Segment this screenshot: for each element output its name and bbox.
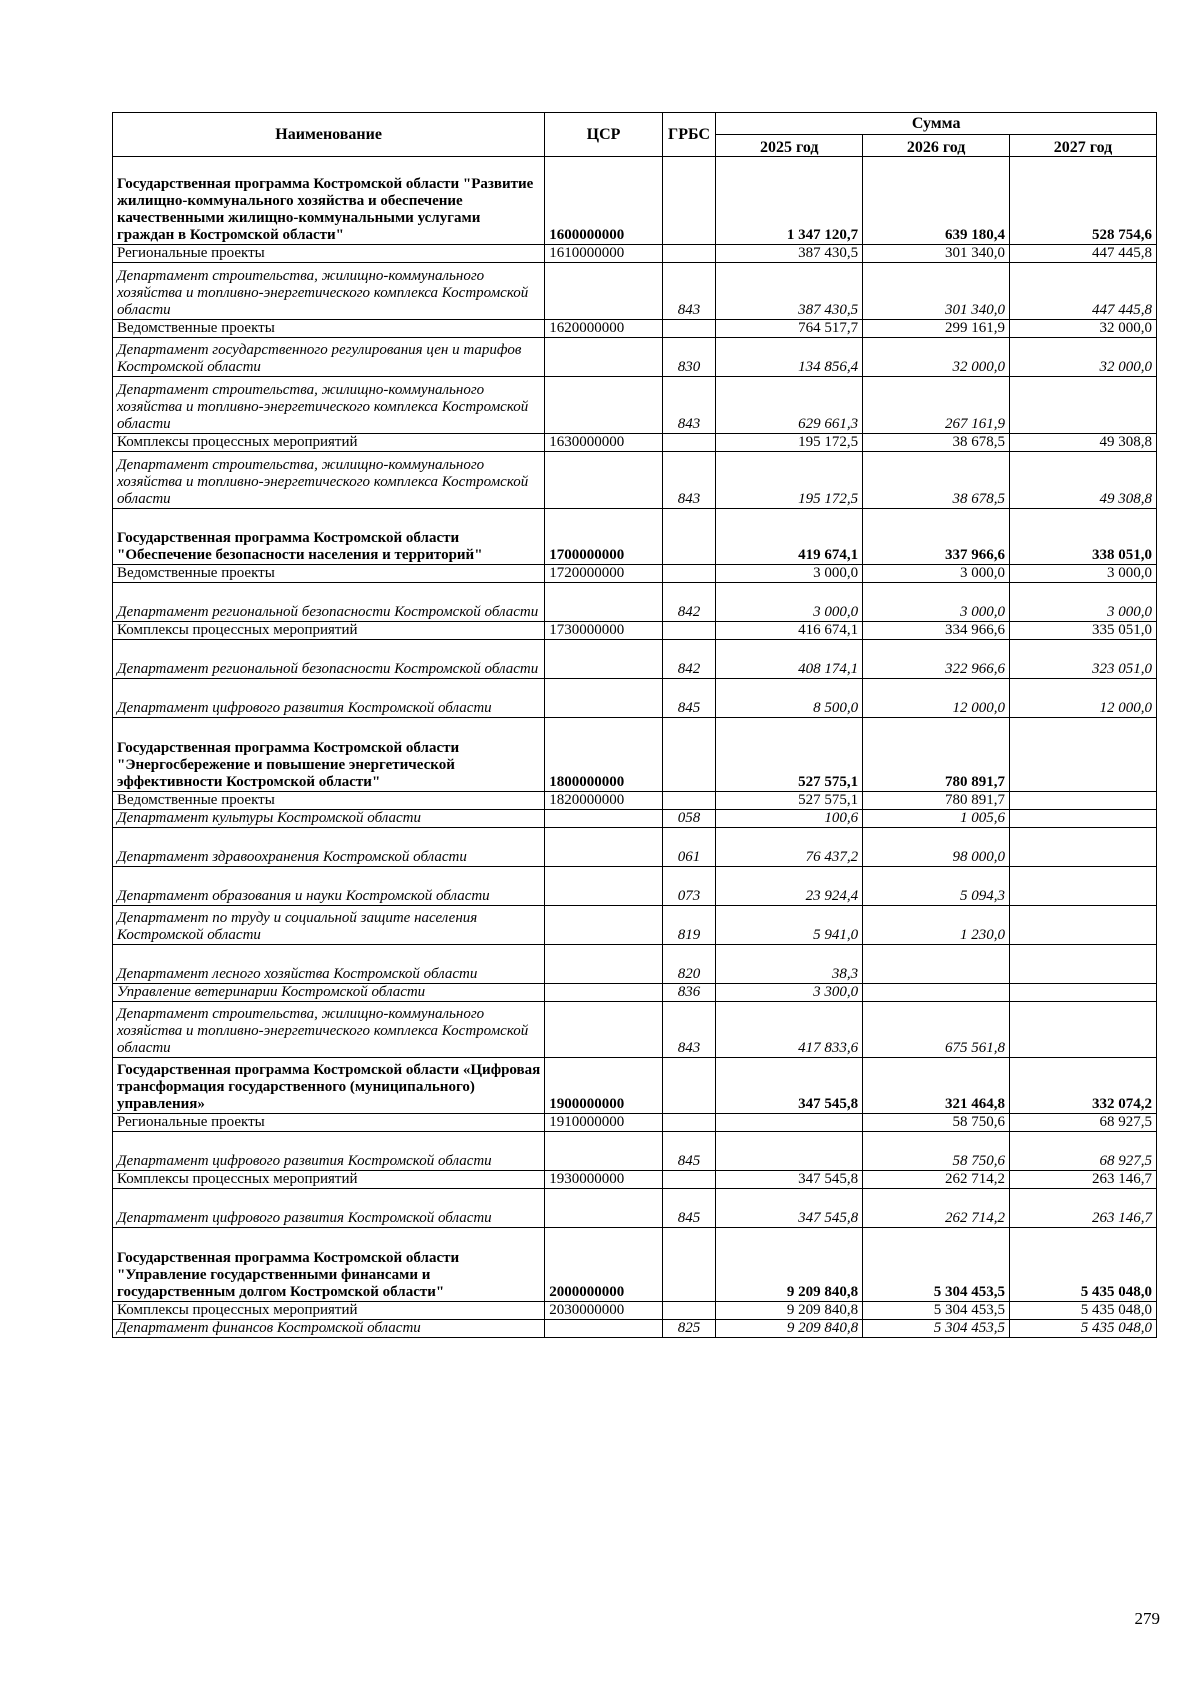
- row-amount-2027: 5 435 048,0: [1010, 1320, 1157, 1338]
- row-grbs: 845: [662, 1132, 716, 1171]
- row-amount-2027: 49 308,8: [1010, 434, 1157, 452]
- row-amount-2026: 301 340,0: [863, 245, 1010, 263]
- table-row: [113, 377, 1157, 434]
- row-amount-2026: 334 966,6: [863, 622, 1010, 640]
- row-csr: 1820000000: [545, 792, 663, 810]
- row-amount-2027: 49 308,8: [1010, 452, 1157, 509]
- row-amount-2026: [863, 945, 1010, 984]
- row-grbs: 825: [662, 1320, 716, 1338]
- row-amount-2025: 347 545,8: [716, 1189, 863, 1228]
- row-amount-2025: 629 661,3: [716, 377, 863, 434]
- row-name: Департамент образования и науки Костромской области: [113, 867, 545, 906]
- row-amount-2025: 347 545,8: [716, 1058, 863, 1114]
- header-sum: Сумма: [716, 113, 1157, 135]
- row-csr: [545, 1189, 663, 1228]
- table-row: [113, 1114, 1157, 1132]
- row-grbs: [662, 565, 716, 583]
- row-amount-2026: 321 464,8: [863, 1058, 1010, 1114]
- row-amount-2025: 416 674,1: [716, 622, 863, 640]
- row-amount-2026: 38 678,5: [863, 452, 1010, 509]
- row-grbs: [662, 157, 716, 245]
- row-name: Департамент государственного регулирования цен и тарифов Костромской области: [113, 338, 545, 377]
- row-grbs: [662, 434, 716, 452]
- row-amount-2025: 527 575,1: [716, 718, 863, 792]
- row-csr: 1800000000: [545, 718, 663, 792]
- row-amount-2025: 347 545,8: [716, 1171, 863, 1189]
- row-csr: [545, 640, 663, 679]
- row-amount-2025: 195 172,5: [716, 452, 863, 509]
- table-row: [113, 810, 1157, 828]
- table-row: [113, 906, 1157, 945]
- table-row: [113, 718, 1157, 792]
- row-amount-2026: 780 891,7: [863, 718, 1010, 792]
- page-number: 279: [1134, 1609, 1160, 1628]
- row-amount-2027: 68 927,5: [1010, 1114, 1157, 1132]
- row-amount-2026: 5 094,3: [863, 867, 1010, 906]
- header-year-2027: 2027 год: [1010, 135, 1157, 157]
- row-csr: 1600000000: [545, 157, 663, 245]
- row-amount-2027: [1010, 377, 1157, 434]
- table-row: [113, 338, 1157, 377]
- row-amount-2027: [1010, 906, 1157, 945]
- row-name: Департамент строительства, жилищно-коммунального хозяйства и топливно-энергетического комплекса Костромской области: [113, 1002, 545, 1058]
- row-amount-2025: 100,6: [716, 810, 863, 828]
- row-amount-2027: 68 927,5: [1010, 1132, 1157, 1171]
- row-name: Комплексы процессных мероприятий: [113, 434, 545, 452]
- budget-table: [112, 112, 1157, 1338]
- row-name: Региональные проекты: [113, 1114, 545, 1132]
- row-csr: [545, 452, 663, 509]
- row-amount-2026: 58 750,6: [863, 1132, 1010, 1171]
- row-amount-2027: [1010, 867, 1157, 906]
- table-row: [113, 1058, 1157, 1114]
- row-amount-2026: 98 000,0: [863, 828, 1010, 867]
- row-csr: 1900000000: [545, 1058, 663, 1114]
- row-grbs: 058: [662, 810, 716, 828]
- table-row: [113, 867, 1157, 906]
- row-amount-2026: 58 750,6: [863, 1114, 1010, 1132]
- table-row: [113, 1228, 1157, 1302]
- row-name: Комплексы процессных мероприятий: [113, 1171, 545, 1189]
- row-csr: [545, 906, 663, 945]
- row-csr: [545, 583, 663, 622]
- row-name: Ведомственные проекты: [113, 565, 545, 583]
- table-row: [113, 1002, 1157, 1058]
- row-amount-2025: 38,3: [716, 945, 863, 984]
- row-name: Комплексы процессных мероприятий: [113, 622, 545, 640]
- row-amount-2026: 267 161,9: [863, 377, 1010, 434]
- row-name: Департамент строительства, жилищно-коммунального хозяйства и топливно-энергетического комплекса Костромской области: [113, 452, 545, 509]
- row-grbs: [662, 1228, 716, 1302]
- row-amount-2025: [716, 1132, 863, 1171]
- row-grbs: 819: [662, 906, 716, 945]
- row-grbs: 843: [662, 263, 716, 320]
- row-grbs: 843: [662, 1002, 716, 1058]
- row-amount-2027: 332 074,2: [1010, 1058, 1157, 1114]
- row-grbs: 830: [662, 338, 716, 377]
- row-name: Департамент культуры Костромской области: [113, 810, 545, 828]
- row-grbs: 820: [662, 945, 716, 984]
- row-grbs: 843: [662, 452, 716, 509]
- row-amount-2026: 5 304 453,5: [863, 1302, 1010, 1320]
- row-csr: [545, 945, 663, 984]
- row-amount-2026: 301 340,0: [863, 263, 1010, 320]
- row-csr: 1910000000: [545, 1114, 663, 1132]
- table-row: [113, 828, 1157, 867]
- row-amount-2027: 5 435 048,0: [1010, 1302, 1157, 1320]
- row-csr: 1730000000: [545, 622, 663, 640]
- row-amount-2025: 3 000,0: [716, 565, 863, 583]
- row-amount-2027: 32 000,0: [1010, 338, 1157, 377]
- row-grbs: [662, 1114, 716, 1132]
- row-csr: 1700000000: [545, 509, 663, 565]
- row-name: Департамент финансов Костромской области: [113, 1320, 545, 1338]
- row-grbs: 073: [662, 867, 716, 906]
- row-name: Ведомственные проекты: [113, 320, 545, 338]
- table-row: [113, 245, 1157, 263]
- row-amount-2027: [1010, 828, 1157, 867]
- row-amount-2025: 527 575,1: [716, 792, 863, 810]
- row-grbs: [662, 622, 716, 640]
- row-grbs: [662, 320, 716, 338]
- row-csr: 1930000000: [545, 1171, 663, 1189]
- row-amount-2027: [1010, 792, 1157, 810]
- header-name: Наименование: [113, 113, 545, 157]
- row-amount-2026: 639 180,4: [863, 157, 1010, 245]
- row-amount-2026: 337 966,6: [863, 509, 1010, 565]
- header-year-2026: 2026 год: [863, 135, 1010, 157]
- row-amount-2027: 447 445,8: [1010, 245, 1157, 263]
- row-name: Государственная программа Костромской области "Управление государственными финансами и государственным долгом Костромской области": [113, 1228, 545, 1302]
- row-amount-2027: [1010, 718, 1157, 792]
- row-amount-2025: 8 500,0: [716, 679, 863, 718]
- table-row: [113, 945, 1157, 984]
- row-amount-2026: [863, 984, 1010, 1002]
- row-grbs: [662, 245, 716, 263]
- header-grbs: ГРБС: [662, 113, 716, 157]
- row-amount-2025: 387 430,5: [716, 245, 863, 263]
- table-row: [113, 1132, 1157, 1171]
- row-csr: [545, 828, 663, 867]
- row-amount-2026: 780 891,7: [863, 792, 1010, 810]
- table-row: [113, 263, 1157, 320]
- row-amount-2026: 299 161,9: [863, 320, 1010, 338]
- row-amount-2027: 263 146,7: [1010, 1189, 1157, 1228]
- row-csr: [545, 377, 663, 434]
- row-amount-2026: 3 000,0: [863, 565, 1010, 583]
- row-amount-2027: 263 146,7: [1010, 1171, 1157, 1189]
- row-amount-2027: [1010, 984, 1157, 1002]
- row-grbs: 842: [662, 640, 716, 679]
- row-grbs: [662, 1058, 716, 1114]
- row-amount-2026: 1 005,6: [863, 810, 1010, 828]
- row-csr: [545, 263, 663, 320]
- row-amount-2026: 262 714,2: [863, 1171, 1010, 1189]
- row-amount-2027: 335 051,0: [1010, 622, 1157, 640]
- row-amount-2025: 9 209 840,8: [716, 1302, 863, 1320]
- row-amount-2026: 5 304 453,5: [863, 1320, 1010, 1338]
- header-csr: ЦСР: [545, 113, 663, 157]
- row-amount-2027: 3 000,0: [1010, 565, 1157, 583]
- row-amount-2025: 76 437,2: [716, 828, 863, 867]
- row-amount-2027: 5 435 048,0: [1010, 1228, 1157, 1302]
- table-body: [113, 157, 1157, 1338]
- row-csr: [545, 1320, 663, 1338]
- row-amount-2027: 528 754,6: [1010, 157, 1157, 245]
- row-amount-2027: 338 051,0: [1010, 509, 1157, 565]
- row-amount-2025: 764 517,7: [716, 320, 863, 338]
- row-csr: 1620000000: [545, 320, 663, 338]
- row-name: Государственная программа Костромской области «Цифровая трансформация государственного (муниципального) управления»: [113, 1058, 545, 1114]
- row-grbs: [662, 509, 716, 565]
- row-amount-2026: 1 230,0: [863, 906, 1010, 945]
- row-amount-2025: 419 674,1: [716, 509, 863, 565]
- table-row: [113, 1302, 1157, 1320]
- table-row: [113, 565, 1157, 583]
- row-amount-2025: 5 941,0: [716, 906, 863, 945]
- table-row: [113, 320, 1157, 338]
- row-grbs: 843: [662, 377, 716, 434]
- row-amount-2025: 3 000,0: [716, 583, 863, 622]
- row-name: Комплексы процессных мероприятий: [113, 1302, 545, 1320]
- row-name: Государственная программа Костромской области "Обеспечение безопасности населения и территорий": [113, 509, 545, 565]
- table-row: [113, 509, 1157, 565]
- row-amount-2026: 38 678,5: [863, 434, 1010, 452]
- table-row: [113, 984, 1157, 1002]
- row-amount-2027: 3 000,0: [1010, 583, 1157, 622]
- table-row: [113, 679, 1157, 718]
- row-csr: [545, 867, 663, 906]
- table-row: [113, 1320, 1157, 1338]
- row-grbs: [662, 1302, 716, 1320]
- row-amount-2026: 322 966,6: [863, 640, 1010, 679]
- table-row: [113, 1171, 1157, 1189]
- row-csr: 1720000000: [545, 565, 663, 583]
- header-year-2025: 2025 год: [716, 135, 863, 157]
- row-amount-2025: 417 833,6: [716, 1002, 863, 1058]
- row-csr: [545, 338, 663, 377]
- row-name: Государственная программа Костромской области "Развитие жилищно-коммунального хозяйства и обеспечение качественными жилищно-коммунальными услугами граждан в Костромской области": [113, 157, 545, 245]
- row-grbs: 061: [662, 828, 716, 867]
- row-grbs: [662, 792, 716, 810]
- row-amount-2025: 3 300,0: [716, 984, 863, 1002]
- row-name: Департамент строительства, жилищно-коммунального хозяйства и топливно-энергетического комплекса Костромской области: [113, 377, 545, 434]
- row-csr: 1630000000: [545, 434, 663, 452]
- row-name: Управление ветеринарии Костромской области: [113, 984, 545, 1002]
- table-row: [113, 1189, 1157, 1228]
- row-name: Региональные проекты: [113, 245, 545, 263]
- row-name: Департамент цифрового развития Костромской области: [113, 1189, 545, 1228]
- row-amount-2027: 32 000,0: [1010, 320, 1157, 338]
- row-grbs: 845: [662, 679, 716, 718]
- row-grbs: 842: [662, 583, 716, 622]
- table-row: [113, 452, 1157, 509]
- table-row: [113, 622, 1157, 640]
- row-amount-2027: [1010, 1002, 1157, 1058]
- row-amount-2026: 675 561,8: [863, 1002, 1010, 1058]
- table-row: [113, 640, 1157, 679]
- row-name: Департамент строительства, жилищно-коммунального хозяйства и топливно-энергетического комплекса Костромской области: [113, 263, 545, 320]
- row-amount-2027: 323 051,0: [1010, 640, 1157, 679]
- row-amount-2025: 408 174,1: [716, 640, 863, 679]
- row-name: Государственная программа Костромской области "Энергосбережение и повышение энергетической эффективности Костромской области": [113, 718, 545, 792]
- row-amount-2026: 262 714,2: [863, 1189, 1010, 1228]
- row-amount-2026: 3 000,0: [863, 583, 1010, 622]
- row-csr: [545, 810, 663, 828]
- row-grbs: 836: [662, 984, 716, 1002]
- row-name: Департамент региональной безопасности Костромской области: [113, 640, 545, 679]
- row-grbs: [662, 718, 716, 792]
- row-csr: 2000000000: [545, 1228, 663, 1302]
- row-name: Департамент цифрового развития Костромской области: [113, 679, 545, 718]
- row-amount-2026: 12 000,0: [863, 679, 1010, 718]
- row-name: Департамент здравоохранения Костромской области: [113, 828, 545, 867]
- row-amount-2025: 195 172,5: [716, 434, 863, 452]
- row-grbs: 845: [662, 1189, 716, 1228]
- row-amount-2025: 9 209 840,8: [716, 1320, 863, 1338]
- row-amount-2026: 5 304 453,5: [863, 1228, 1010, 1302]
- row-amount-2027: [1010, 945, 1157, 984]
- row-name: Департамент региональной безопасности Костромской области: [113, 583, 545, 622]
- row-csr: [545, 679, 663, 718]
- row-csr: [545, 984, 663, 1002]
- row-amount-2025: 387 430,5: [716, 263, 863, 320]
- table-row: [113, 157, 1157, 245]
- row-amount-2027: 12 000,0: [1010, 679, 1157, 718]
- row-csr: 1610000000: [545, 245, 663, 263]
- row-name: Департамент по труду и социальной защите населения Костромской области: [113, 906, 545, 945]
- row-name: Департамент лесного хозяйства Костромской области: [113, 945, 545, 984]
- row-amount-2027: [1010, 810, 1157, 828]
- row-amount-2026: 32 000,0: [863, 338, 1010, 377]
- row-amount-2025: 1 347 120,7: [716, 157, 863, 245]
- row-name: Департамент цифрового развития Костромской области: [113, 1132, 545, 1171]
- row-name: Ведомственные проекты: [113, 792, 545, 810]
- row-grbs: [662, 1171, 716, 1189]
- row-amount-2025: 9 209 840,8: [716, 1228, 863, 1302]
- row-amount-2025: 23 924,4: [716, 867, 863, 906]
- row-csr: [545, 1002, 663, 1058]
- row-amount-2027: 447 445,8: [1010, 263, 1157, 320]
- table-row: [113, 434, 1157, 452]
- table-row: [113, 792, 1157, 810]
- row-csr: [545, 1132, 663, 1171]
- table-row: [113, 583, 1157, 622]
- row-csr: 2030000000: [545, 1302, 663, 1320]
- row-amount-2025: [716, 1114, 863, 1132]
- row-amount-2025: 134 856,4: [716, 338, 863, 377]
